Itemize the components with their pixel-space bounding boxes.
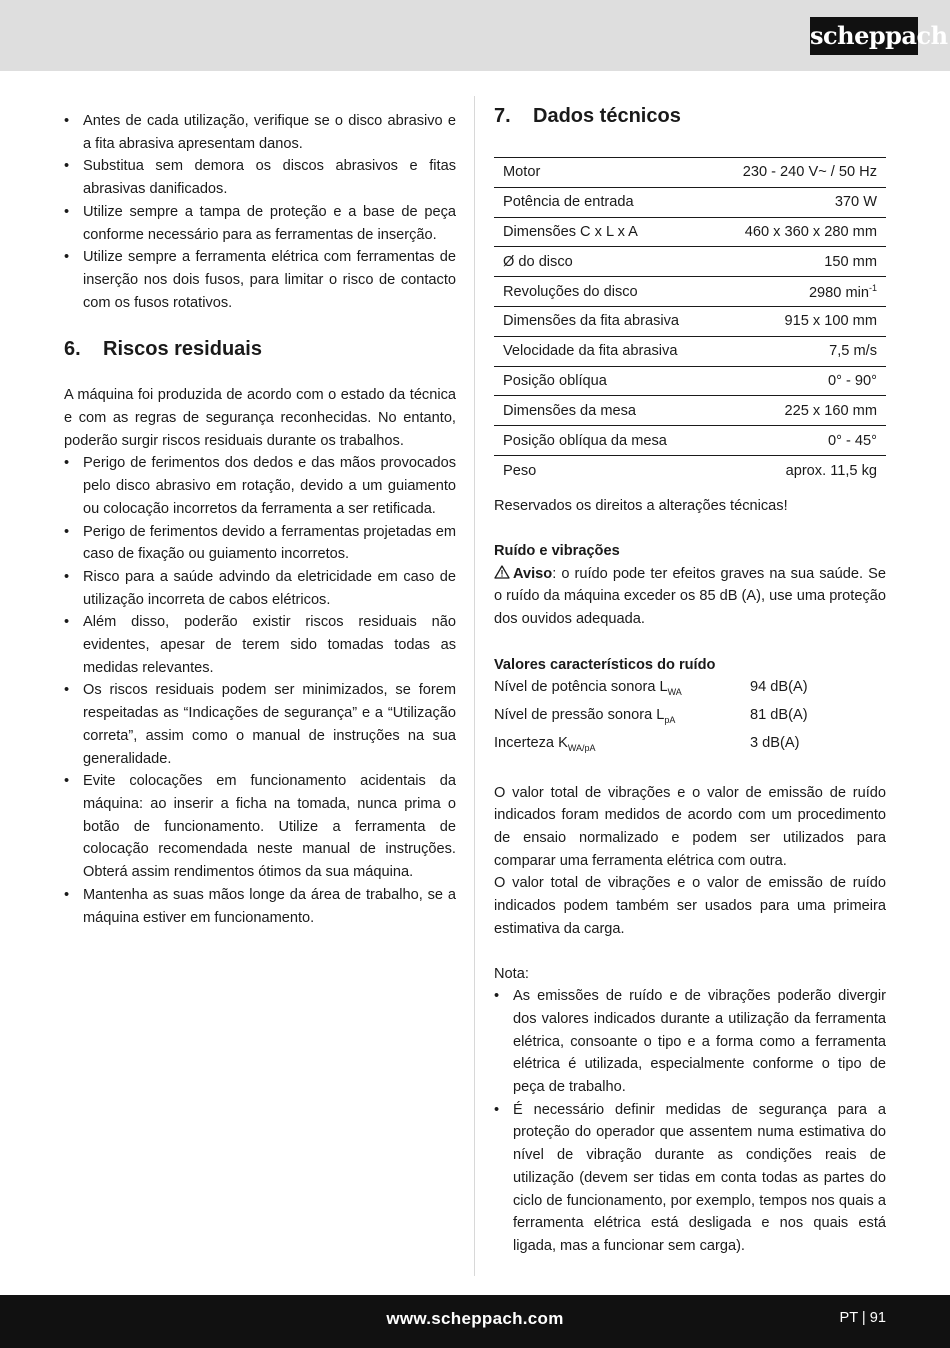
table-row [494, 158, 886, 188]
spec-label: Revoluções do disco [494, 277, 714, 307]
table-row [494, 396, 886, 426]
spec-value: 0° - 90° [714, 366, 886, 396]
list-item: • Os riscos residuais podem ser minimizados, se forem respeitadas as “Indicações de segurança” e a “Utilização correta”, assim como o manual de instruções na sua generalidade. [64, 679, 456, 770]
label-text: Incerteza K [494, 734, 568, 751]
list-item: • Risco para a saúde advindo da eletricidade em caso de utilização incorreta de cabos elétricos. [64, 566, 456, 611]
spec-value: 2980 min [808, 284, 869, 301]
vibration-paragraph-1: O valor total de vibrações e o valor de emissão de ruído indicados foram medidos de acordo com um procedimento de ensaio normalizado e podem ser utilizados para comparar uma ferramenta elétrica com outra. [494, 784, 886, 869]
spec-label: Ø do disco [494, 247, 714, 277]
spec-label: Peso [503, 462, 537, 479]
list-item: • Mantenha as suas mãos longe da área de trabalho, se a máquina estiver em funcionamento. [64, 884, 456, 929]
section-title: Dados técnicos [533, 105, 681, 127]
list-item: • Perigo de ferimentos devido a ferramentas projetadas em caso de fixação ou guiamento incorretos. [64, 521, 456, 566]
noise-value: 3 dB(A) [750, 734, 800, 751]
list-item: • Antes de cada utilização, verifique se o disco abrasivo e a fita abrasiva apresentam danos. [64, 110, 456, 155]
spec-value: 225 x 160 mm [714, 396, 886, 426]
spec-value: 460 x 360 x 280 mm [714, 217, 886, 247]
noise-values-heading: Valores característicos do ruído [494, 656, 716, 673]
list-item: • Utilize sempre a tampa de proteção e a base de peça conforme necessário para as ferramentas de inserção. [64, 201, 456, 246]
noise-value: 81 dB(A) [750, 707, 808, 724]
brand-logo: scheppach [810, 17, 918, 55]
section-number: 6. [64, 338, 81, 361]
table-row [494, 306, 886, 336]
noise-values-list [494, 676, 886, 759]
spec-exponent: -1 [868, 282, 877, 293]
spec-value: 0° - 45° [714, 426, 886, 456]
noise-value-row [494, 704, 886, 732]
section-6-heading [64, 338, 456, 361]
spec-value: 915 x 100 mm [714, 306, 886, 336]
noise-value-label [494, 704, 750, 732]
spec-value-with-unit [714, 277, 886, 307]
note-list [494, 985, 886, 1257]
vibration-paragraph-2: O valor total de vibrações e o valor de emissão de ruído indicados podem também ser usados para uma primeira estimativa da carga. [494, 875, 886, 937]
spec-label: Velocidade da fita abrasiva [494, 336, 714, 366]
label-subscript: WA/pA [567, 742, 596, 753]
noise-value-row [494, 732, 886, 760]
noise-value-row [494, 676, 886, 704]
spec-value: 370 W [714, 187, 886, 217]
list-item: • Utilize sempre a ferramenta elétrica com ferramentas de inserção nos dois fusos, para limitar o risco de contacto com os fusos rotativos. [64, 246, 456, 314]
table-row [494, 217, 886, 247]
residual-risks-intro: A máquina foi produzida de acordo com o estado da técnica e com as regras de segurança reconhecidas. No entanto, poderão surgir riscos residuais durante os trabalhos. [64, 387, 456, 449]
spec-label: Posição oblíqua da mesa [494, 426, 714, 456]
list-item: • Substitua sem demora os discos abrasivos e fitas abrasivas danificados. [64, 155, 456, 200]
footer-bar [0, 1295, 950, 1348]
left-column [64, 110, 456, 929]
list-item: • As emissões de ruído e de vibrações poderão divergir dos valores indicados durante a utilização da ferramenta elétrica, consoante o tipo e a forma como a ferramenta elétrica é utilizada, especialmente conforme o tipo de peça de trabalho. [494, 985, 886, 1099]
section-7-heading [494, 105, 886, 128]
list-item: • É necessário definir medidas de segurança para a proteção do operador que assentem numa estimativa do nível de vibração durante as condições reais de utilização (devem ser tidas em conta todas as partes do ciclo de funcionamento, por exemplo, tempos nos quais a ferramenta elétrica está desligada e nos quais está ligada, mas a funcionar sem carga). [494, 1099, 886, 1258]
spec-label: Potência de entrada [494, 187, 714, 217]
warning-triangle-icon [494, 565, 510, 579]
reserved-rights-note: Reservados os direitos a alterações técnicas! [494, 498, 788, 515]
technical-data-table [494, 157, 886, 485]
table-row [494, 426, 886, 456]
spec-value: aprox. 11,5 kg [785, 462, 877, 479]
residual-risks-list [64, 452, 456, 929]
spec-value: 150 mm [714, 247, 886, 277]
label-subscript: WA [667, 687, 682, 698]
website-link[interactable]: www.scheppach.com [386, 1309, 564, 1328]
warning-label: Aviso [513, 565, 553, 582]
spec-label: Dimensões da fita abrasiva [494, 306, 714, 336]
spec-value: 230 - 240 V~ / 50 Hz [714, 158, 886, 188]
noise-value-label [494, 676, 750, 704]
list-item: • Perigo de ferimentos dos dedos e das mãos provocados pelo disco abrasivo em rotação, devido a um guiamento ou colocação incorretos da ferramenta a ser retificada. [64, 452, 456, 520]
safety-bullets [64, 110, 456, 314]
noise-value-label [494, 732, 750, 760]
note-label: Nota: [494, 965, 529, 982]
right-column [494, 105, 886, 1258]
page-number: PT | 91 [839, 1310, 886, 1326]
spec-label: Motor [494, 158, 714, 188]
table-row [494, 277, 886, 307]
noise-warning [494, 563, 886, 631]
spec-label: Dimensões da mesa [494, 396, 714, 426]
warning-text: : o ruído pode ter efeitos graves na sua saúde. Se o ruído da máquina exceder os 85 dB (A), use uma proteção dos ouvidos adequada. [494, 565, 886, 628]
noise-heading: Ruído e vibrações [494, 542, 620, 559]
spec-label: Dimensões C x L x A [494, 217, 714, 247]
spec-label: Posição oblíqua [494, 366, 714, 396]
section-number: 7. [494, 105, 511, 127]
list-item: • Além disso, poderão existir riscos residuais não evidentes, apesar de terem sido tomadas todas as medidas relevantes. [64, 611, 456, 679]
label-text: Nível de potência sonora L [494, 679, 668, 696]
table-row [494, 187, 886, 217]
spec-value: 7,5 m/s [714, 336, 886, 366]
header-bar [0, 0, 950, 71]
table-row [494, 366, 886, 396]
noise-value: 94 dB(A) [750, 679, 808, 696]
list-item: • Evite colocações em funcionamento acidentais da máquina: ao inserir a ficha na tomada, nunca prima o botão de funcionamento. Utilize a ferramenta de colocação recomendada neste manual de instruções. Obterá assim rendimentos ótimos da sua máquina. [64, 770, 456, 884]
section-title: Riscos residuais [103, 338, 262, 361]
column-divider [474, 96, 475, 1276]
label-subscript: pA [664, 715, 676, 726]
label-text: Nível de pressão sonora L [494, 707, 665, 724]
table-row [494, 247, 886, 277]
table-row [494, 455, 886, 485]
table-row [494, 336, 886, 366]
